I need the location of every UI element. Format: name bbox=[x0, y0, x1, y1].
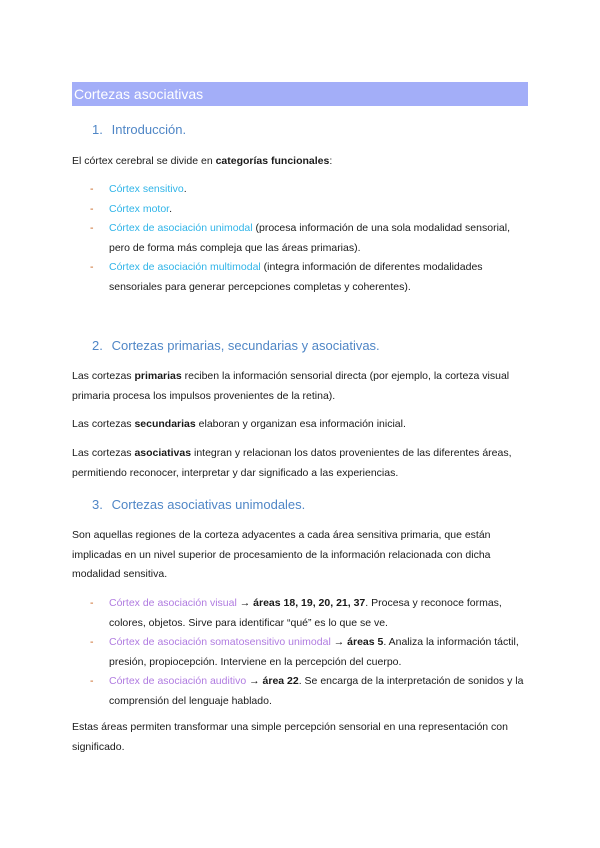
text: Las cortezas bbox=[72, 447, 135, 459]
arrow: → bbox=[236, 597, 254, 609]
term: Córtex de asociación auditivo bbox=[109, 675, 247, 687]
text: El córtex cerebral se divide en bbox=[72, 155, 216, 167]
term: Córtex de asociación visual bbox=[109, 597, 237, 609]
bold-text: secundarias bbox=[134, 418, 196, 430]
paragraph-unimodales-intro: Son aquellas regiones de la corteza adyacentes a cada área sensitiva primaria, que están implicadas en un nivel superior de procesamiento de la información relacionada con dicha modalidad sensitiva. bbox=[72, 529, 491, 580]
bold-text: categorías funcionales bbox=[215, 155, 330, 167]
term: Córtex de asociación somatosensitivo unimodal bbox=[109, 636, 331, 648]
text: reciben la información sensorial directa (por ejemplo, la corteza visual primaria procesa los impulsos provenientes de la retina). bbox=[72, 370, 510, 402]
list-unimodal-areas bbox=[90, 594, 530, 711]
areas: área 22 bbox=[262, 675, 299, 687]
list-item: - Córtex de asociación auditivo → área 22. Se encarga de la interpretación de sonidos y la comprensión del lenguaje hablado. bbox=[90, 675, 524, 707]
term: Córtex de asociación unimodal bbox=[109, 222, 253, 234]
section-heading-cortezas bbox=[92, 338, 380, 353]
section-number: 2. bbox=[92, 338, 103, 353]
list-item: - Córtex de asociación somatosensitivo unimodal → áreas 5. Analiza la información táctil, presión, propiocepción. Interviene en la percepción del cuerpo. bbox=[90, 636, 519, 668]
section-heading-unimodales bbox=[92, 497, 305, 512]
text: . bbox=[183, 183, 187, 195]
text: . Se encarga de la interpretación de sonidos y la comprensión del lenguaje hablado. bbox=[109, 675, 524, 707]
list-item: - Córtex de asociación multimodal (integra información de diferentes modalidades sensoriales para generar percepciones completas y coherentes). bbox=[90, 261, 483, 293]
paragraph-primarias bbox=[72, 367, 530, 406]
text: . Analiza la información táctil, presión, propiocepción. Interviene en la percepción del cuerpo. bbox=[109, 636, 519, 668]
term: Córtex motor bbox=[109, 202, 170, 215]
bold-text: primarias bbox=[134, 370, 182, 382]
term: Córtex sensitivo bbox=[109, 183, 184, 195]
list-item: - Córtex de asociación visual → áreas 18, 19, 20, 21, 37. Procesa y reconoce formas, colores, objetos. Sirve para identificar “qué” es lo que se ve. bbox=[90, 597, 502, 629]
section-title: Cortezas asociativas unimodales. bbox=[111, 497, 306, 512]
text: : bbox=[329, 155, 333, 167]
arrow: → bbox=[330, 636, 348, 648]
text: elaboran y organizan esa información inicial. bbox=[195, 418, 406, 430]
text: . Procesa y reconoce formas, colores, objetos. Sirve para identificar “qué” es lo que se ve. bbox=[109, 597, 502, 629]
list-cortex-types bbox=[90, 180, 530, 297]
section-number: 1. bbox=[92, 122, 103, 137]
section-title: Introducción. bbox=[111, 122, 187, 137]
section-heading-introduccion bbox=[92, 122, 186, 137]
paragraph-secundarias bbox=[72, 415, 530, 435]
text: (integra información de diferentes modalidades sensoriales para generar percepciones completas y coherentes). bbox=[109, 261, 483, 293]
paragraph-asociativas bbox=[72, 444, 530, 483]
text: . bbox=[169, 202, 173, 215]
text: Las cortezas bbox=[72, 370, 135, 382]
list-item: - Córtex motor. bbox=[90, 202, 173, 215]
bold-text: asociativas bbox=[134, 447, 192, 459]
text: (procesa información de una sola modalidad sensorial, pero de forma más compleja que las áreas primarias). bbox=[109, 222, 510, 254]
list-item: - Córtex sensitivo. bbox=[90, 183, 187, 195]
section-number: 3. bbox=[92, 497, 103, 512]
areas: áreas 5 bbox=[347, 636, 384, 648]
text: integran y relacionan los datos provenientes de las diferentes áreas, permitiendo reconocer, interpretar y dar significado a las experiencias. bbox=[72, 447, 512, 479]
paragraph-intro bbox=[72, 152, 530, 172]
page-title: Cortezas asociativas bbox=[72, 82, 528, 106]
text: Las cortezas bbox=[72, 418, 135, 430]
areas: áreas 18, 19, 20, 21, 37 bbox=[253, 597, 366, 609]
term: Córtex de asociación multimodal bbox=[109, 261, 261, 273]
section-title: Cortezas primarias, secundarias y asociativas. bbox=[111, 338, 380, 353]
paragraph-closing: Estas áreas permiten transformar una simple percepción sensorial en una representación con significado. bbox=[72, 721, 508, 753]
arrow: → bbox=[246, 675, 263, 687]
list-item: - Córtex de asociación unimodal (procesa información de una sola modalidad sensorial, pero de forma más compleja que las áreas primarias). bbox=[90, 222, 510, 254]
